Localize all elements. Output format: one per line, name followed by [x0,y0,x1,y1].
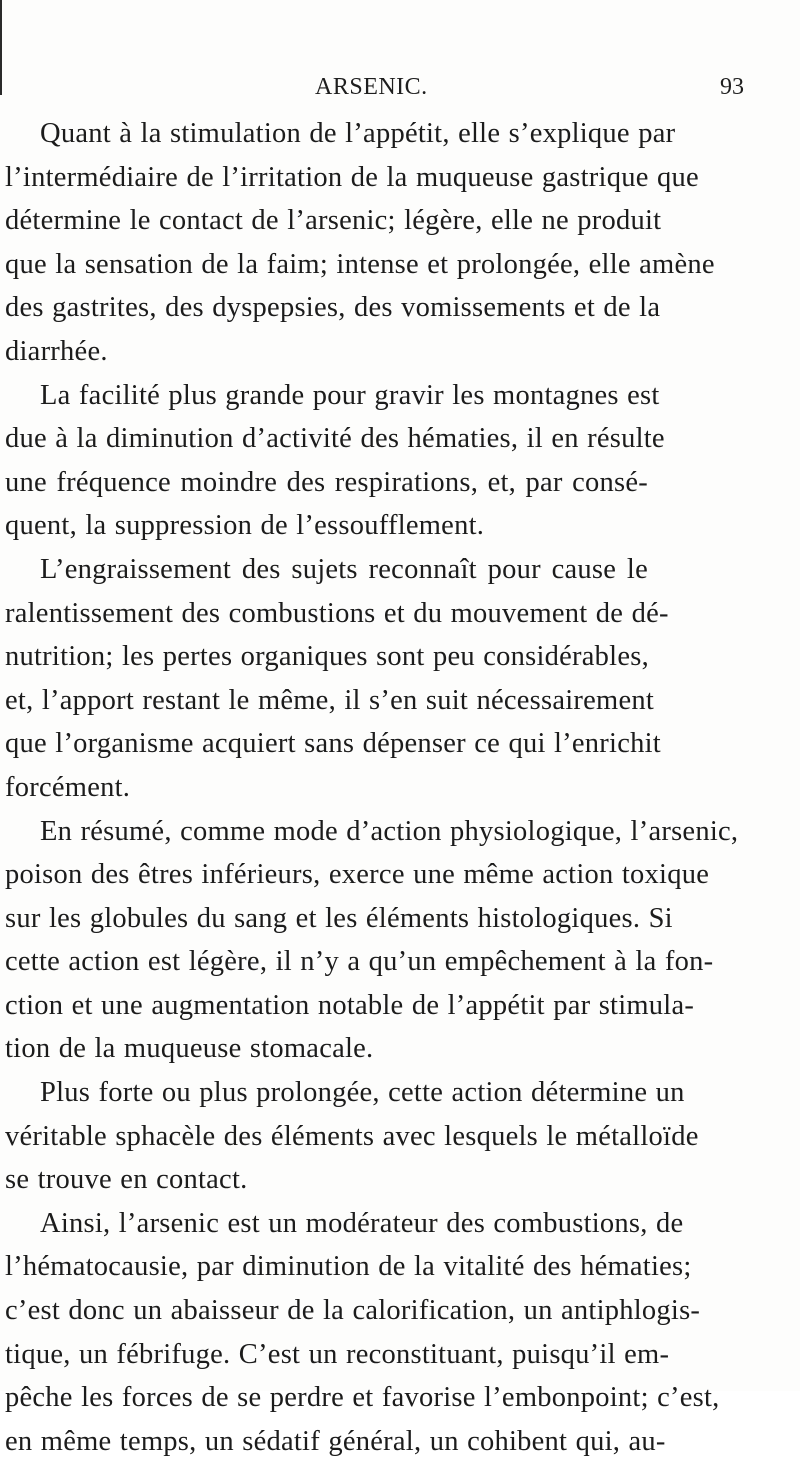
text-line: L’engraissement des sujets reconnaît pour cause le [40,553,648,585]
text-line: poison des êtres inférieurs, exerce une même action toxique [5,859,710,891]
text-line: pêche les forces de se perdre et favorise l’embonpoint; c’est, [5,1382,720,1414]
text-line: sur les globules du sang et les éléments histologiques. Si [5,902,673,934]
text-line: Quant à la stimulation de l’appétit, elle s’explique par [40,118,676,149]
body-text [0,112,800,1463]
text-line: quent, la suppression de l’essoufflement. [5,510,485,542]
text-line: l’intermédiaire de l’irritation de la muqueuse gastrique que [5,161,699,193]
text-line: due à la diminution d’activité des hématies, il en résulte [5,423,665,455]
text-line: tion de la muqueuse stomacale. [5,1033,374,1065]
text-line: que la sensation de la faim; intense et prolongée, elle amène [5,248,715,280]
text-line: nutrition; les pertes organiques sont peu considérables, [5,641,649,673]
text-line: forcément. [5,771,131,803]
text-line: En résumé, comme mode d’action physiologique, l’arsenic, [40,815,739,847]
text-line: cette action est légère, il n’y a qu’un empêchement à la fon- [5,946,714,978]
text-line: diarrhée. [5,335,108,367]
text-line: Plus forte ou plus prolongée, cette action détermine un [40,1077,685,1109]
text-line: une fréquence moindre des respirations, et, par consé- [5,466,648,498]
text-line: que l’organisme acquiert sans dépenser ce qui l’enrichit [5,728,661,760]
running-title: ARSENIC. [315,74,428,100]
page-header [0,74,800,114]
text-line: détermine le contact de l’arsenic; légère, elle ne produit [5,205,662,237]
page-number: 93 [720,74,744,100]
text-line: en même temps, un sédatif général, un cohibent qui, au- [5,1425,666,1457]
text-line: La facilité plus grande pour gravir les montagnes est [40,379,660,411]
text-line: et, l’apport restant le même, il s’en suit nécessairement [5,684,655,716]
text-line: véritable sphacèle des éléments avec lesquels le métalloïde [5,1120,699,1152]
text-line: tique, un fébrifuge. C’est un reconstituant, puisqu’il em- [5,1338,670,1370]
text-line: ction et une augmentation notable de l’appétit par stimula- [5,989,695,1021]
text-line: ralentissement des combustions et du mouvement de dé- [5,597,669,629]
text-line: Ainsi, l’arsenic est un modérateur des combustions, de [40,1207,684,1239]
text-line: des gastrites, des dyspepsies, des vomissements et de la [5,292,661,324]
text-line: l’hématocausie, par diminution de la vitalité des hématies; [5,1251,692,1283]
text-line: c’est donc un abaisseur de la calorification, un antiphlogis- [5,1295,701,1327]
text-line: se trouve en contact. [5,1164,248,1196]
